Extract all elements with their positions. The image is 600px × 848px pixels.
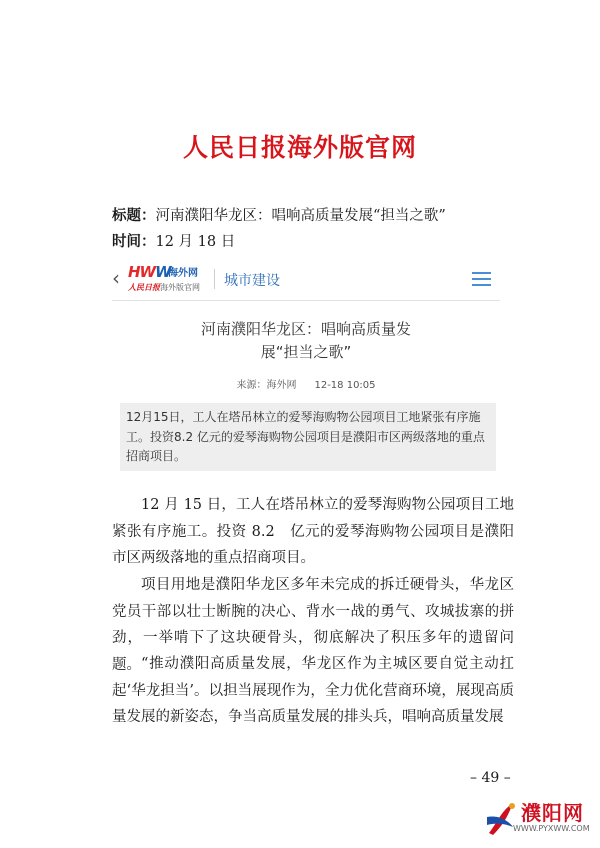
channel-link[interactable]: 城市建设 xyxy=(224,273,280,289)
back-icon[interactable]: ‹ xyxy=(112,266,120,290)
article-source xyxy=(112,376,500,391)
source-label: 来源：海外网 xyxy=(236,380,297,391)
body-paragraph-3: “推动濮阳高质量发展，华龙区作为主城区要自觉主动扛起‘华龙担当’。以担当展现作为，全力优化营商环境，展现高质量发展的新姿态，争当高质量发展的排头兵，唱响高质量发展 xyxy=(112,656,514,725)
logo-sub: 人民日报海外版官网 xyxy=(128,283,200,292)
watermark-url: WWW.PYXWW.COM xyxy=(513,824,590,833)
puyang-watermark xyxy=(483,797,600,847)
meta-title-value: 河南濮阳华龙区：唱响高质量发展“担当之歌” xyxy=(155,208,446,224)
body-paragraph-1: 12 月 15 日，工人在塔吊林立的爱琴海购物公园项目工地紧张有序施工。投资 8.2 亿元的爱琴海购物公园项目是濮阳市区两级落地的重点招商项目。 xyxy=(112,497,514,566)
logo-wordmark: HWW xyxy=(128,263,171,281)
meta-time-label: 时间： xyxy=(112,233,156,250)
nav-divider xyxy=(214,269,215,289)
photo-caption: 12月15日，工人在塔吊林立的爱琴海购物公园项目工地紧张有序施工。投资8.2 亿元的爱琴海购物公园项目是濮阳市区两级落地的重点招商项目。 xyxy=(120,403,496,471)
page-title: 人民日报海外版官网 xyxy=(182,133,417,162)
page-number: – 49 – xyxy=(470,770,511,786)
meta-time-value: 12 月 18 日 xyxy=(155,234,236,250)
article-datetime: 12-18 10:05 xyxy=(314,380,376,391)
article-title: 河南濮阳华龙区：唱响高质量发 展“担当之歌” xyxy=(200,320,411,361)
haiwai-logo[interactable] xyxy=(128,263,224,295)
body-paragraph-2: 项目用地是濮阳华龙区多年未完成的拆迁硬骨头，华龙区党员干部以壮士断腕的决心、背水一战的勇气、攻城拔寨的拼劲，一举啃下了这块硬骨头，彻底解决了积压多年的遗留问题。 xyxy=(112,577,514,673)
puyang-logo-icon xyxy=(483,797,519,841)
logo-cn: 海外网 xyxy=(168,268,198,279)
meta-title-label: 标题： xyxy=(112,207,156,224)
meta-time-row xyxy=(112,230,235,251)
menu-icon[interactable] xyxy=(472,272,491,286)
mobile-navbar xyxy=(112,258,500,301)
article-screenshot xyxy=(112,258,500,490)
meta-title-row xyxy=(112,204,446,225)
watermark-name: 濮阳网 xyxy=(521,801,584,825)
